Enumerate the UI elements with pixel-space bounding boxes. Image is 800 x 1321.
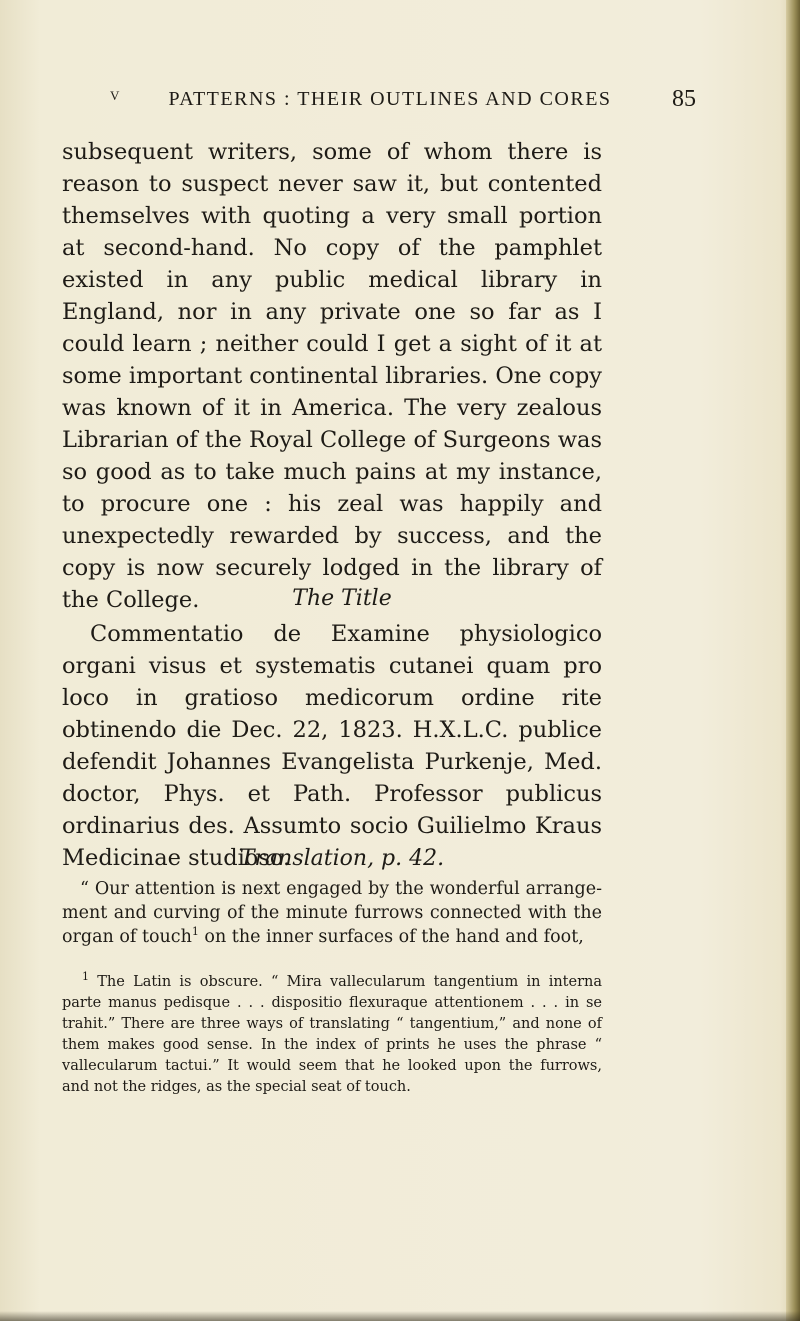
- paragraph-text: subsequent writers, some of whom there is reason to suspect never saw it, but contented themselves with quoting a very small portion at second-hand. No copy of the pamphlet existed in any public medical library in England, nor in any private one so far as I could learn ; neither could I get a sight of it at some important continental libraries. One copy was known of it in America. The very zealous Librarian of the Royal College of Surgeons was so good as to take much pains at my instance, to procure one : his zeal was happily and unexpectedly rewarded by success, and the copy is now securely lodged in the library of the College.: [62, 139, 602, 613]
- title-heading: The Title: [292, 586, 392, 611]
- running-title: PATTERNS : THEIR OUTLINES AND CORES: [168, 88, 612, 110]
- book-page-edge: [786, 0, 800, 1321]
- footnote: [62, 972, 602, 1098]
- quote-text-after: on the inner surfaces of the hand and foot,: [198, 927, 584, 947]
- translation-heading: Translation, p. 42.: [239, 846, 445, 871]
- footnote-text: The Latin is obscure. “ Mira vallecularum tangentium in interna parte manus pedisque . . . dispositio flexuraque attentionem . . . in se trahit.” There are three ways of translating “ tangentium,” and none of them makes good sense. In the index of prints he uses the phrase “ vallecularum tactui.” It would seem that he looked upon the furrows, and not the ridges, as the special seat of touch.: [62, 974, 602, 1095]
- quote-paragraph: [62, 877, 602, 949]
- body-paragraph: [62, 136, 602, 616]
- translation-quote: [62, 877, 602, 949]
- book-bottom-shadow: [0, 1311, 800, 1321]
- footnote-paragraph: [62, 972, 602, 1098]
- section-number: V: [110, 88, 121, 103]
- quote-text-before: “ Our attention is next engaged by the wonderful arrange-ment and curving of the minute furrows connected with the organ of touch: [62, 879, 602, 947]
- footnote-marker: 1: [82, 970, 89, 984]
- footnote-reference: 1: [191, 925, 199, 939]
- latin-title-text: Commentatio de Examine physiologico organi visus et systematis cutanei quam pro loco in gratioso medicorum ordine rite obtinendo die Dec. 22, 1823. H.X.L.C. publice defendit Johannes Evangelista Purkenje, Med. doctor, Phys. et Path. Professor publicus ordinarius des. Assumto socio Guilielmo Kraus Medicinae studioso.: [62, 621, 602, 871]
- latin-title-block: [62, 618, 602, 874]
- page-number: 85: [672, 86, 696, 112]
- running-header: [110, 88, 710, 118]
